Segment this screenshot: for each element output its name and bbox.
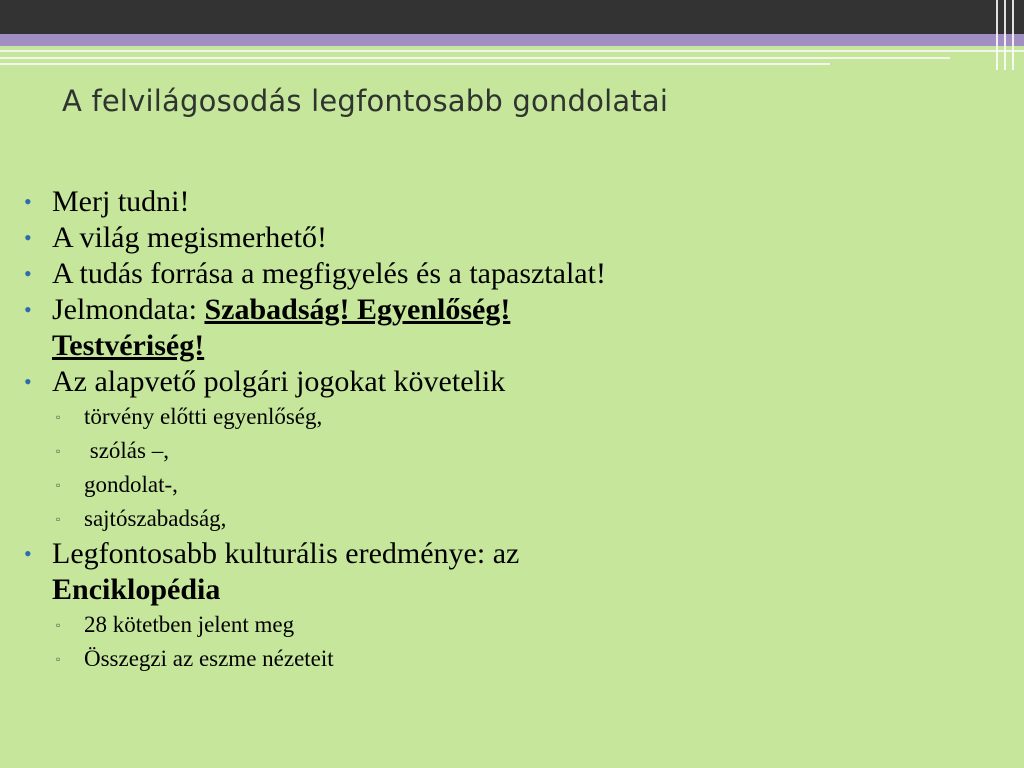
sub-bullet-square-icon: ▫ [56,512,61,526]
sub-bullet-item [24,642,804,676]
bullet-text: Legfontosabb kulturális eredménye: az [52,537,520,570]
bullet-item-motto [24,292,804,364]
bullet-text: A tudás forrása a megfigyelés és a tapasztalat! [52,257,606,290]
bullet-dot-icon: • [24,225,32,250]
decor-line [0,57,950,59]
decor-vertical-line [996,0,998,70]
motto-emphasis: Szabadság! Egyenlőség! [204,293,511,326]
bullet-dot-icon: • [24,369,32,394]
top-dark-bar [0,0,1024,34]
motto-prefix: Jelmondata: [52,293,205,326]
decor-line [0,63,830,65]
sub-bullet-text: Összegzi az eszme nézeteit [84,646,334,671]
bullet-text: A világ megismerhető! [52,221,327,254]
bullet-item [24,256,804,292]
bullet-item [24,364,804,400]
bullet-item-encyclopedia [24,536,804,608]
bullet-dot-icon: • [24,541,32,566]
sub-bullet-square-icon: ▫ [56,444,61,458]
decor-vertical-line [1012,0,1014,70]
decor-line [0,50,1024,52]
bullet-dot-icon: • [24,297,32,322]
bullet-dot-icon: • [24,189,32,214]
decor-vertical-line [1004,0,1006,70]
sub-bullet-text: 28 kötetben jelent meg [84,612,295,637]
sub-bullet-item [24,434,804,468]
sub-bullet-square-icon: ▫ [56,410,61,424]
sub-bullet-square-icon: ▫ [56,478,61,492]
sub-bullet-text: sajtószabadság, [84,506,227,531]
encyclopedia-emphasis: Enciklopédia [52,573,221,606]
bullet-list [24,184,804,676]
purple-accent-band [0,34,1024,46]
bullet-text: Merj tudni! [52,185,190,218]
sub-bullet-item [24,608,804,642]
bullet-text: Az alapvető polgári jogokat követelik [52,365,506,398]
bullet-dot-icon: • [24,261,32,286]
sub-bullet-square-icon: ▫ [56,618,61,632]
slide-title: A felvilágosodás legfontosabb gondolatai [62,84,669,118]
sub-bullet-item [24,502,804,536]
motto-emphasis: Testvériség! [52,329,205,362]
sub-bullet-item [24,400,804,434]
sub-bullet-item [24,468,804,502]
sub-bullet-text: gondolat-, [84,472,178,497]
sub-bullet-text: törvény előtti egyenlőség, [84,404,323,429]
sub-bullet-square-icon: ▫ [56,652,61,666]
sub-bullet-text: szólás –, [89,438,169,463]
bullet-item [24,184,804,220]
bullet-item [24,220,804,256]
